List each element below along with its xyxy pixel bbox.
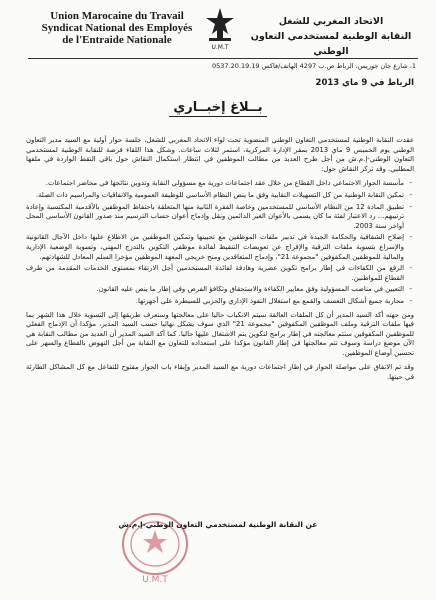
- header-arabic: [246, 14, 416, 59]
- intro-paragraph: عقدت النقابة الوطنية لمستخدمي التعاون الوطني المنضوية تحت لواء الاتحاد المغربي للشغل، جلسة حوار أولية مع السيد مدير التعاون الوطني يوم الخميس 9 ماي 2013 بمقر الإدارة المركزية، استمر لثلاث ساعات. وشكل هذا اللقاء فرصة للنقابة الوطنية لمستخدمي التعاون الوطني-إ.م.ش من أجل طرح العديد من مطالب الموظفين في انتظار استكمال النقاش حول باقي النقط الواردة في ملفها المطلبي. وقد تركز النقاش حول:: [26, 136, 414, 173]
- header-arabic-line-2: النقابة الوطنية لمستخدمي التعاون الوطني: [250, 31, 412, 57]
- points-list: [26, 179, 414, 306]
- point-item: - إصلاح الشفافية والحكامة الجيدة في تدبير ملفات الموظفين مع تحيينها وتمكين الموظفين من الاطلاع عليها داخل الآجال القانونية والإسراع بتسوية ملفات الترقية والإفراج عن تعويضات التنقيط لفائدة موظفي التكوين بالتدرج المهني، وتسوية الوضعية الإدارية والمالية للموظفين المكفوفين "مجموعة 21"، وإدماج المتعاقدين ومنح خريجي المعهد الموظفين مؤخرا السلم المعادل للشهادتهم.: [26, 233, 404, 262]
- header-french-line-1: Union Marocaine du Travail: [50, 10, 184, 22]
- document-date: الرباط في 9 ماي 2013: [315, 78, 414, 88]
- point-item: - التعيين في مناصب المسؤولية وفق معايير الكفاءة والاستحقاق وتكافؤ الفرص وفي إطار ما ينص عليه القانون.: [26, 285, 404, 295]
- header-french-line-3: de l'Entraide Nationale: [62, 34, 172, 46]
- address-line: 1، شارع جان جوريس، الرباط ص.ب 4297 الهاتف/فاكس 0537.20.19.19: [212, 62, 416, 70]
- document-title: [0, 100, 436, 115]
- header-divider: [28, 58, 418, 59]
- header-arabic-line-1: الاتحاد المغربي للشغل: [278, 16, 384, 27]
- point-item: - تطبيق المادة 12 من النظام الأساسي للمستخدمين وخاصة الفقرة الثانية منها المتعلقة باحتفاظ الموظفين بالأقدمية المكتسبة وإعادة ترتيبهم... رد الاعتبار لفئة ما كان يسمى بالأعوان الغير الدائمين ونقل وإدماج أعوان حساب الترسيم منذ صدور القانون الأساسي المحل أواخر سنة 2003.: [26, 203, 404, 232]
- umt-logo-icon: [203, 6, 237, 50]
- point-item: - محاربة جميع أشكال التعسف والقمع مع استغلال النفوذ الإداري والحزبي للسيطرة على أجهزتها.: [26, 297, 404, 307]
- header-french-line-2: Syndicat National des Employés: [41, 22, 193, 34]
- point-item: - تمكين النقابة الوطنية من كل التسهيلات النقابية وفق ما ينص النظام الأساسي للوظيفة العمومية والاتفاقيات والمراسيم ذات الصلة.: [26, 191, 404, 201]
- closing-paragraph: ومن جهته أكد السيد المدير أن كل الملفات العالقة سيتم الانكباب حاليا على معالجتها وستعرف طريقها إلى التسوية خلال هذا الشهر بما فيها ملفات الترقية وملف الموظفين المكفوفين "مجموعة 21" الذي سوف يشكل نهائيا حسب السيد المدير، مؤكدا أن الإدماج الفعلي للموظفين المكفوفين ستتم معالجته في إطار برامج لتكوين يتم الاشتغال عليها حاليا. كما أكد السيد المدير أن العديد من مطالب النقابة هي الآن موضع دراسة وسوف تتم معالجتها في إطار القانون مؤكدا على استعداده للتعاون مع النقابة من أجل النهوض بالقطاع والسهر على تحسين أوضاع الموظفين.: [25, 310, 414, 357]
- closing-paragraph: وقد تم الاتفاق على مواصلة الحوار في إطار اجتماعات دورية مع السيد المدير وإبقاء باب الحوار مفتوح للتفاعل مع كل المشاكل الطارئة في حينها.: [26, 363, 414, 382]
- point-item: - الرفع من الكفاءات في إطار برامج تكوين عصرية وهادفة لفائدة المستخدمين أجل الارتقاء بمستوى الخدمات المقدمة من طرف القطاع للمواطنين.: [26, 264, 404, 283]
- header-french: [32, 10, 202, 46]
- document-body: [26, 136, 414, 388]
- stamp-label: U.M.T: [142, 575, 168, 585]
- point-item: - مأسسة الحوار الاجتماعي داخل القطاع من خلال عقد اجتماعات دورية مع مسؤولي النقابة وتدوين نتائجها في محاضر اجتماعات.: [26, 179, 404, 189]
- logo-text: U.M.T: [211, 44, 229, 50]
- title-text: بــلاغ إخبــاري: [169, 100, 266, 117]
- signature-line: عن النقابة الوطنية لمستخدمي التعاون الوطني-إ.م.ش: [118, 520, 318, 529]
- union-stamp-icon: [118, 506, 192, 586]
